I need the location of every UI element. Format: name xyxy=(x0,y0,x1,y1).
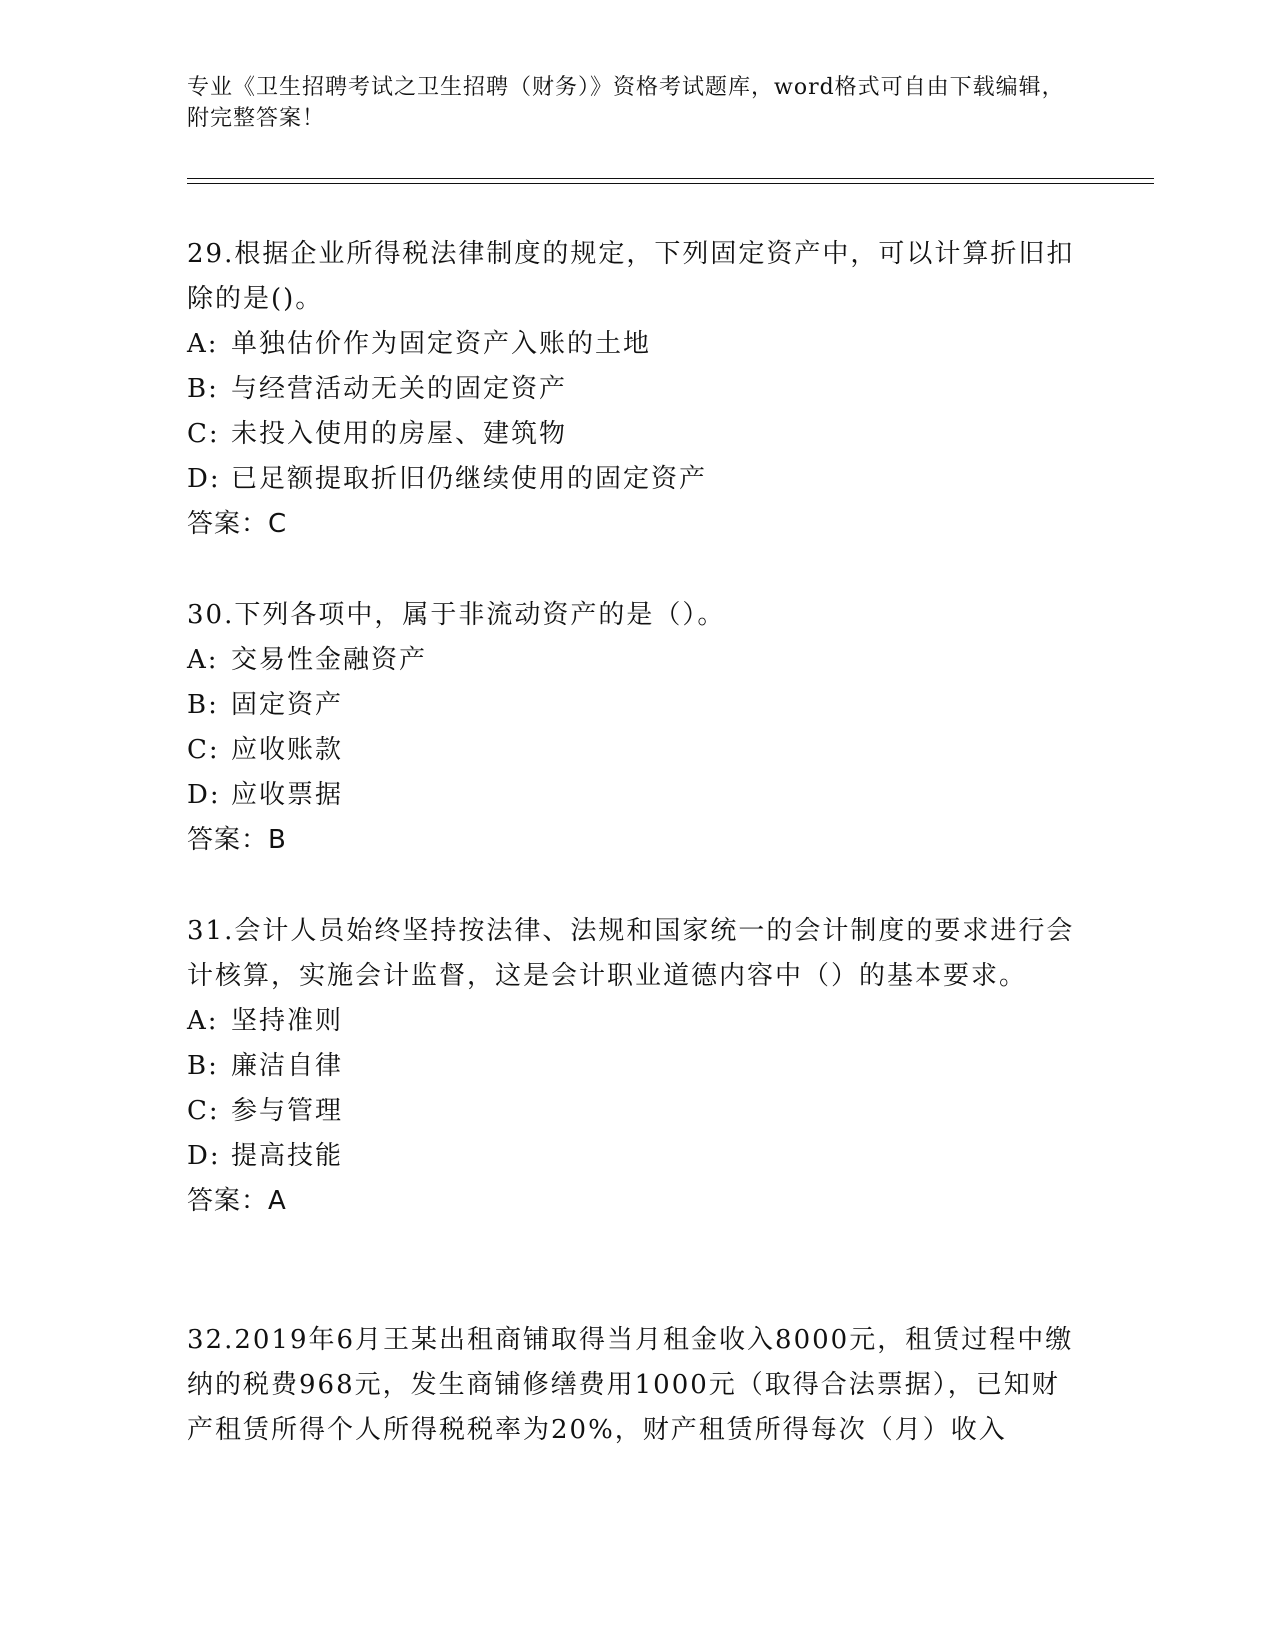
option-a xyxy=(187,322,1087,367)
header-divider-top xyxy=(187,178,1154,179)
option-letter: A: xyxy=(187,1006,219,1036)
answer-label: 答案：C xyxy=(187,509,288,539)
option-letter: B: xyxy=(187,374,219,404)
option-letter: A: xyxy=(187,329,219,359)
option-text: 单独估价作为固定资产入账的土地 xyxy=(231,329,652,359)
question-stem: 30.下列各项中，属于非流动资产的是（）。 xyxy=(187,600,726,630)
option-letter: B: xyxy=(187,690,219,720)
option-c xyxy=(187,412,1087,457)
document-header: 专业《卫生招聘考试之卫生招聘（财务）》资格考试题库，word格式可自由下载编辑，附完整答案！ xyxy=(187,75,1065,131)
question-31 xyxy=(187,909,1087,1224)
option-b xyxy=(187,367,1087,412)
option-text: 固定资产 xyxy=(231,690,344,720)
option-text: 已足额提取折旧仍继续使用的固定资产 xyxy=(231,464,708,494)
option-c xyxy=(187,728,1087,773)
question-stem: 31.会计人员始终坚持按法律、法规和国家统一的会计制度的要求进行会计核算，实施会计监督，这是会计职业道德内容中（）的基本要求。 xyxy=(187,916,1075,991)
option-letter: D: xyxy=(187,464,221,494)
header-divider-bottom xyxy=(187,183,1154,184)
option-c xyxy=(187,1089,1087,1134)
option-text: 廉洁自律 xyxy=(231,1051,344,1081)
option-letter: C: xyxy=(187,735,220,765)
answer-label: 答案：B xyxy=(187,825,287,855)
question-stem: 32.2019年6月王某出租商铺取得当月租金收入8000元，租赁过程中缴纳的税费968元，发生商铺修缮费用1000元（取得合法票据），已知财产租赁所得个人所得税税率为20%，财产租赁所得每次（月）收入 xyxy=(187,1325,1074,1445)
option-text: 未投入使用的房屋、建筑物 xyxy=(231,419,568,449)
question-30 xyxy=(187,593,1087,863)
option-text: 与经营活动无关的固定资产 xyxy=(231,374,568,404)
question-32 xyxy=(187,1318,1087,1453)
option-d xyxy=(187,773,1087,818)
option-a xyxy=(187,999,1087,1044)
question-29 xyxy=(187,232,1087,547)
option-text: 应收账款 xyxy=(231,735,344,765)
option-text: 应收票据 xyxy=(231,780,344,810)
option-a xyxy=(187,638,1087,683)
question-stem: 29.根据企业所得税法律制度的规定，下列固定资产中，可以计算折旧扣除的是()。 xyxy=(187,239,1075,314)
option-b xyxy=(187,1044,1087,1089)
option-letter: C: xyxy=(187,419,220,449)
answer-label: 答案：A xyxy=(187,1186,287,1216)
option-letter: A: xyxy=(187,645,219,675)
option-text: 坚持准则 xyxy=(231,1006,344,1036)
option-text: 参与管理 xyxy=(231,1096,344,1126)
option-text: 交易性金融资产 xyxy=(231,645,428,675)
option-b xyxy=(187,683,1087,728)
option-d xyxy=(187,1134,1087,1179)
option-text: 提高技能 xyxy=(231,1141,344,1171)
option-letter: D: xyxy=(187,780,221,810)
option-d xyxy=(187,457,1087,502)
option-letter: D: xyxy=(187,1141,221,1171)
option-letter: C: xyxy=(187,1096,220,1126)
option-letter: B: xyxy=(187,1051,219,1081)
